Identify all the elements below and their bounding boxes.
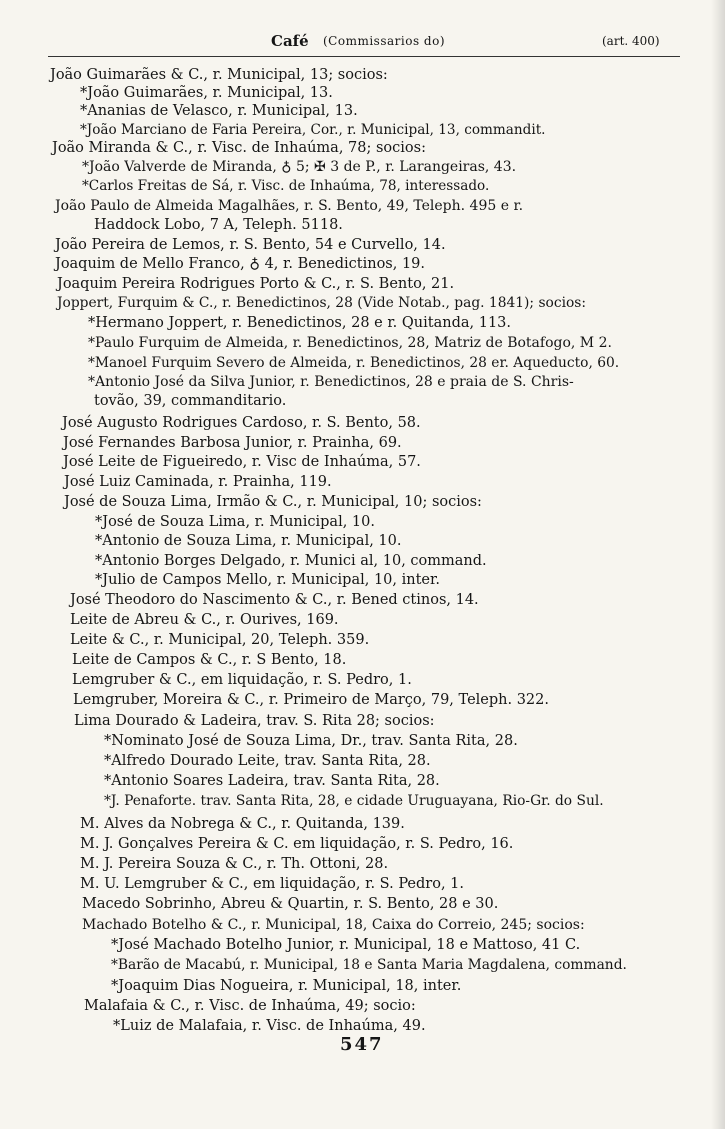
entry-line: *José Machado Botelho Junior, r. Municipal, 18 e Mattoso, 41 C. [111, 937, 581, 953]
page-header [0, 30, 725, 54]
entry-line: M. J. Pereira Souza & C., r. Th. Ottoni, 28. [80, 856, 389, 872]
entry-line: João Pereira de Lemos, r. S. Bento, 54 e Curvello, 14. [55, 237, 446, 253]
entry-line: *Alfredo Dourado Leite, trav. Santa Rita, 28. [104, 753, 431, 769]
entry-line: *Hermano Joppert, r. Benedictinos, 28 e r. Quitanda, 113. [88, 315, 511, 331]
entry-line: *Nominato José de Souza Lima, Dr., trav. Santa Rita, 28. [104, 733, 518, 749]
entry-line: José de Souza Lima, Irmão & C., r. Municipal, 10; socios: [64, 494, 482, 510]
entry-line: Leite de Abreu & C., r. Ourives, 169. [70, 612, 339, 628]
entry-line: Lemgruber, Moreira & C., r. Primeiro de Março, 79, Teleph. 322. [73, 692, 549, 708]
entry-line: *João Valverde de Miranda, ♁ 5; ✠ 3 de P., r. Larangeiras, 43. [82, 159, 517, 175]
page-edge-shadow [711, 0, 725, 1129]
entry-line: *Antonio Borges Delgado, r. Munici al, 10, command. [95, 553, 487, 569]
entry-line: *Antonio José da Silva Junior, r. Benedictinos, 28 e praia de S. Chris- [88, 374, 574, 390]
entry-line: *Carlos Freitas de Sá, r. Visc. de Inhaúma, 78, interessado. [82, 178, 490, 194]
entry-line: João Guimarães & C., r. Municipal, 13; socios: [50, 67, 388, 83]
entry-line: *Antonio de Souza Lima, r. Municipal, 10. [95, 533, 402, 549]
article-number: (art. 400) [602, 34, 660, 48]
entry-line: *José de Souza Lima, r. Municipal, 10. [95, 514, 375, 530]
entry-line: Joppert, Furquim & C., r. Benedictinos, 28 (Vide Notab., pag. 1841); socios: [57, 295, 587, 311]
entry-line: Lima Dourado & Ladeira, trav. S. Rita 28; socios: [74, 713, 435, 729]
entry-line: Joaquim de Mello Franco, ♁ 4, r. Benedictinos, 19. [55, 256, 426, 272]
entry-line: José Fernandes Barbosa Junior, r. Prainha, 69. [63, 435, 402, 451]
entry-line: *Julio de Campos Mello, r. Municipal, 10, inter. [95, 572, 440, 588]
entry-line: M. U. Lemgruber & C., em liquidação, r. S. Pedro, 1. [80, 876, 464, 892]
entry-line: Leite de Campos & C., r. S Bento, 18. [72, 652, 347, 668]
entry-line: José Augusto Rodrigues Cardoso, r. S. Bento, 58. [62, 415, 421, 431]
entry-line: *Joaquim Dias Nogueira, r. Municipal, 18, inter. [111, 978, 462, 994]
page-number: 547 [340, 1034, 384, 1055]
entry-line: José Leite de Figueiredo, r. Visc de Inhaúma, 57. [63, 454, 421, 470]
entry-line: *Paulo Furquim de Almeida, r. Benedictinos, 28, Matriz de Botafogo, M 2. [88, 335, 612, 351]
entry-line: Lemgruber & C., em liquidação, r. S. Pedro, 1. [72, 672, 412, 688]
entry-line: M. Alves da Nobrega & C., r. Quitanda, 139. [80, 816, 405, 832]
entry-line: *João Marciano de Faria Pereira, Cor., r. Municipal, 13, commandit. [80, 122, 546, 138]
entry-line: Malafaia & C., r. Visc. de Inhaúma, 49; socio: [84, 998, 416, 1014]
section-subtitle: (Commissarios do) [323, 34, 446, 48]
entry-line: *Barão de Macabú, r. Municipal, 18 e Santa Maria Magdalena, command. [111, 957, 627, 973]
entry-line: João Paulo de Almeida Magalhães, r. S. Bento, 49, Teleph. 495 e r. [55, 198, 524, 214]
entry-line: José Theodoro do Nascimento & C., r. Bened ctinos, 14. [70, 592, 479, 608]
header-rule [48, 56, 680, 57]
entry-line: Macedo Sobrinho, Abreu & Quartin, r. S. Bento, 28 e 30. [82, 896, 499, 912]
entry-line: José Luiz Caminada, r. Prainha, 119. [64, 474, 332, 490]
entry-line: *J. Penaforte. trav. Santa Rita, 28, e cidade Uruguayana, Rio-Gr. do Sul. [104, 793, 604, 809]
entry-line: João Miranda & C., r. Visc. de Inhaúma, 78; socios: [52, 140, 426, 156]
entry-line: *Antonio Soares Ladeira, trav. Santa Rita, 28. [104, 773, 440, 789]
entry-line: *João Guimarães, r. Municipal, 13. [80, 85, 333, 101]
entry-line: Leite & C., r. Municipal, 20, Teleph. 359. [70, 632, 370, 648]
entry-line: Joaquim Pereira Rodrigues Porto & C., r. S. Bento, 21. [57, 276, 455, 292]
entry-line: *Luiz de Malafaia, r. Visc. de Inhaúma, 49. [113, 1018, 426, 1034]
section-title: Café [271, 32, 309, 50]
entry-line: *Manoel Furquim Severo de Almeida, r. Benedictinos, 28 er. Aqueducto, 60. [88, 355, 620, 371]
entry-line: M. J. Gonçalves Pereira & C. em liquidação, r. S. Pedro, 16. [80, 836, 514, 852]
entry-line: Haddock Lobo, 7 A, Teleph. 5118. [94, 217, 343, 233]
entry-line: *Ananias de Velasco, r. Municipal, 13. [80, 103, 358, 119]
entry-line: tovão, 39, commanditario. [94, 393, 287, 409]
entry-line: Machado Botelho & C., r. Municipal, 18, Caixa do Correio, 245; socios: [82, 917, 585, 933]
